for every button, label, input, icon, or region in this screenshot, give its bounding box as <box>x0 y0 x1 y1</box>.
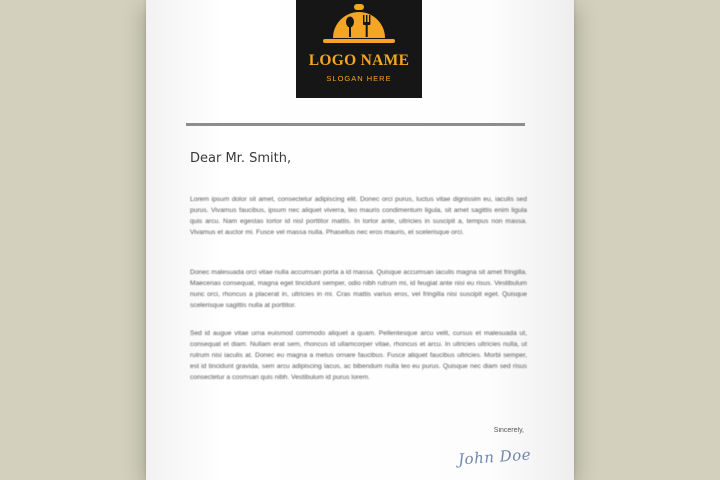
letter-closing: Sincerely, <box>493 427 524 434</box>
body-paragraph: Donec malesuada orci vitae nulla accumsan porta a id massa. Quisque accumsan iaculis magna sit amet fringilla. Maecenas consequat, magna eget tincidunt semper, odio nibh rutrum mi, id feugiat ante nisi eu risus. Vestibulum nunc orci, rhoncus a placerat in, ultricies in mi. Cras mattis varius eros, vel fringilla nisi suscipit eget. Quisque scelerisque sagittis nulla at porttitor. <box>190 269 527 310</box>
body-paragraph: Lorem ipsum dolor sit amet, consectetur adipiscing elit. Donec orci purus, luctus vitae dignissim eu, iaculis sed purus. Vivamus faucibus, ipsum nec aliquet viverra, leo mauris condimentum ligula, sit amet sagittis enim ligula quis arcu. Nam egestas tortor id nisl porttitor mattis. In tortor ante, ultricies in suscipit a, tempus non massa. Vivamus et auctor mi. Fusce vel massa nulla. Phasellus nec eros mauris, et scelerisque orci. <box>190 196 527 237</box>
cloche-spoon-fork-icon <box>296 0 422 52</box>
company-logo <box>296 0 422 98</box>
header-divider <box>186 123 525 126</box>
body-paragraph: Sed id augue vitae urna euismod commodo aliquet a quam. Pellentesque arcu velit, cursus et malesuada ut, consequat et diam. Nullam erat sem, rhoncus id ullamcorper vitae, rhoncus et arcu. In ultricies ultricies nulla, ut rutrum nisi iaculis at. Donec eu magna a metus ornare faucibus. Fusce aliquet faucibus ultricies. Morbi semper, est id tincidunt gravida, sem arcu adipiscing lacus, ac bibendum nulla leo eu purus. Quisque nec diam sed risus consectetur a cosmsan quis nibh. Vestibulum id purus lorem. <box>190 330 527 382</box>
handwritten-signature: John Doe <box>457 445 532 469</box>
letter-salutation: Dear Mr. Smith, <box>190 151 292 166</box>
logo-slogan: SLOGAN HERE <box>326 74 392 83</box>
logo-name: LOGO NAME <box>308 52 410 69</box>
letterhead-page <box>146 0 574 480</box>
